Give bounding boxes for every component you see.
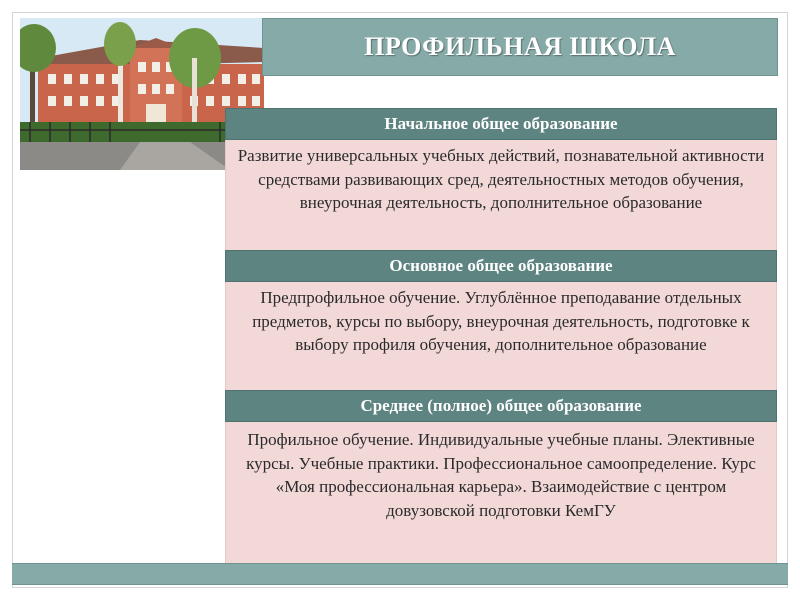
- section-body-secondary: Профильное обучение. Индивидуальные учебные планы. Элективные курсы. Учебные практики. Профессиональное самоопределение. Курс «Моя профессиональная карьера». Взаимодействие с центром довузовской подготовки КемГУ: [225, 422, 777, 576]
- section-body-basic: Предпрофильное обучение. Углублённое преподавание отдельных предметов, курсы по выбору, внеурочная деятельность, подготовке к выбору профиля обучения, дополнительное образование: [225, 282, 777, 390]
- section-header-primary: Начальное общее образование: [225, 108, 777, 140]
- page-title: ПРОФИЛЬНАЯ ШКОЛА: [364, 32, 676, 61]
- section-header-basic: Основное общее образование: [225, 250, 777, 282]
- footer-bar: [12, 563, 788, 585]
- section-header-secondary: Среднее (полное) общее образование: [225, 390, 777, 422]
- title-bar: [262, 18, 778, 76]
- section-body-primary: Развитие универсальных учебных действий, познавательной активности средствами развивающих сред, деятельностных методов обучения, внеурочная деятельность, дополнительное образование: [225, 140, 777, 250]
